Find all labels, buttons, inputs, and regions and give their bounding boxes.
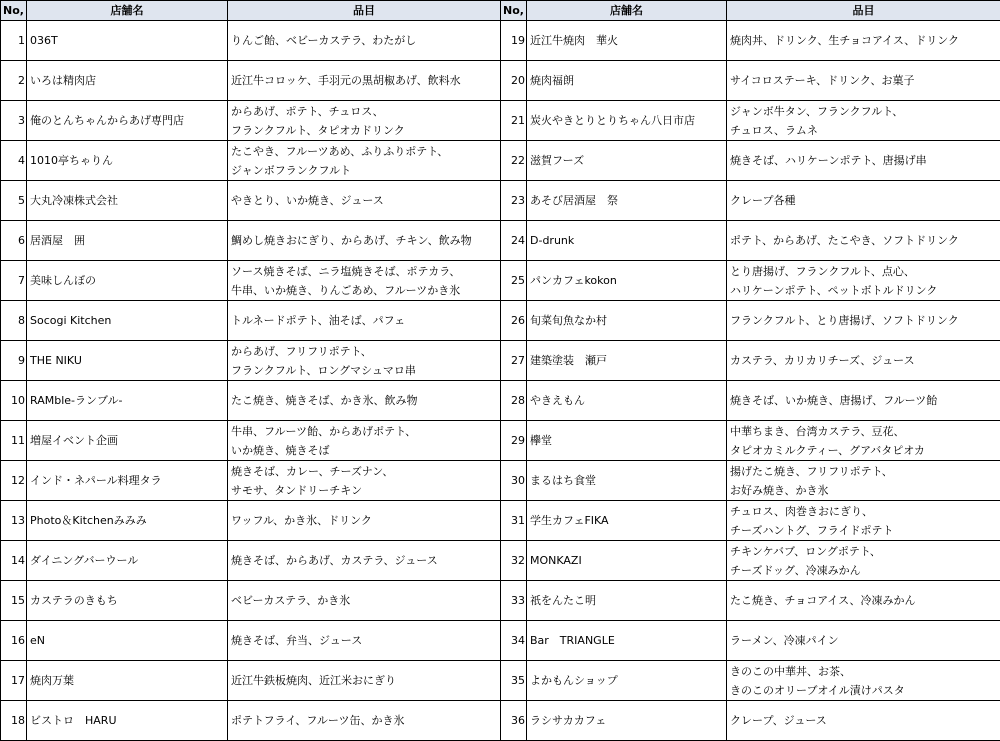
shop-name: D-drunk — [527, 221, 727, 261]
table-row — [1, 21, 1000, 61]
menu-items — [228, 101, 501, 141]
menu-items — [727, 541, 1000, 581]
menu-items — [727, 21, 1000, 61]
table-row — [1, 221, 1000, 261]
menu-items-line: ラーメン、冷凍パイン — [730, 634, 839, 647]
shop-name: 美味しんぼの — [27, 261, 228, 301]
shop-name: 焼肉福朗 — [527, 61, 727, 101]
menu-items — [228, 221, 501, 261]
row-number: 10 — [1, 381, 27, 421]
shop-name: まるはち食堂 — [527, 461, 727, 501]
menu-items-line: 近江牛コロッケ、手羽元の黒胡椒あげ、飲料水 — [231, 74, 461, 87]
shop-name: RAMble-ランブル- — [27, 381, 228, 421]
row-number: 36 — [501, 701, 527, 741]
shop-name: Photo＆Kitchenみみみ — [27, 501, 228, 541]
menu-items-line: カステラ、カリカリチーズ、ジュース — [730, 354, 915, 367]
header-items: 品目 — [727, 1, 1000, 21]
shop-name: 居酒屋 囲 — [27, 221, 228, 261]
menu-items — [228, 181, 501, 221]
shop-name: 近江牛焼肉 華火 — [527, 21, 727, 61]
shop-name: 祇をんたこ明 — [527, 581, 727, 621]
menu-items-line: たこやき、フルーツあめ、ふりふりポテト、 — [231, 144, 449, 158]
table-row — [1, 261, 1000, 301]
menu-items — [727, 181, 1000, 221]
menu-items-line: ポテトフライ、フルーツ缶、かき氷 — [231, 714, 405, 727]
row-number: 31 — [501, 501, 527, 541]
menu-items — [228, 141, 501, 181]
row-number: 7 — [1, 261, 27, 301]
menu-items-line: タピオカミルクティー、グアバタピオカ — [730, 443, 925, 457]
shop-name: カステラのきもち — [27, 581, 228, 621]
menu-items-line: ワッフル、かき氷、ドリンク — [231, 514, 372, 527]
menu-items-line: りんご飴、ベビーカステラ、わたがし — [231, 34, 417, 47]
row-number: 30 — [501, 461, 527, 501]
menu-items — [727, 381, 1000, 421]
table-body — [1, 21, 1000, 741]
table-row — [1, 581, 1000, 621]
menu-items-line: フランクフルト、とり唐揚げ、ソフトドリンク — [730, 314, 959, 327]
row-number: 32 — [501, 541, 527, 581]
table-row — [1, 661, 1000, 701]
shop-name: ダイニングバーウール — [27, 541, 228, 581]
header-no: No, — [501, 1, 527, 21]
table-row — [1, 701, 1000, 741]
row-number: 16 — [1, 621, 27, 661]
menu-items — [228, 541, 501, 581]
menu-items — [228, 61, 501, 101]
row-number: 14 — [1, 541, 27, 581]
menu-items-line: ジャンボフランクフルト — [231, 163, 352, 177]
menu-items — [228, 621, 501, 661]
shop-name: 俺のとんちゃんからあげ専門店 — [27, 101, 228, 141]
row-number: 11 — [1, 421, 27, 461]
row-number: 17 — [1, 661, 27, 701]
row-number: 21 — [501, 101, 527, 141]
menu-items-line: からあげ、フリフリポテト、 — [231, 344, 372, 358]
menu-items — [727, 301, 1000, 341]
menu-items-line: クレープ各種 — [730, 194, 796, 207]
menu-items-line: きのこの中華丼、お茶、 — [730, 664, 851, 678]
menu-items-line: 近江牛鉄板焼肉、近江米おにぎり — [231, 674, 396, 687]
table-row — [1, 61, 1000, 101]
shop-name: あそび居酒屋 祭 — [527, 181, 727, 221]
menu-items — [727, 421, 1000, 461]
row-number: 6 — [1, 221, 27, 261]
table-row — [1, 101, 1000, 141]
shop-name: 増屋イベント企画 — [27, 421, 228, 461]
menu-items — [228, 21, 501, 61]
menu-items-line: いか焼き、焼きそば — [231, 443, 330, 457]
table-row — [1, 381, 1000, 421]
shop-name: ラシサカカフェ — [527, 701, 727, 741]
shop-name: 学生カフェFIKA — [527, 501, 727, 541]
table-row — [1, 301, 1000, 341]
header-row — [1, 1, 1000, 21]
menu-items-line: サモサ、タンドリーチキン — [231, 483, 363, 497]
row-number: 1 — [1, 21, 27, 61]
menu-items — [228, 581, 501, 621]
menu-items — [727, 461, 1000, 501]
menu-items — [727, 141, 1000, 181]
row-number: 5 — [1, 181, 27, 221]
menu-items-line: お好み焼き、かき氷 — [730, 483, 829, 497]
menu-items-line: たこ焼き、焼きそば、かき氷、飲み物 — [231, 394, 418, 407]
shop-name: いろは精肉店 — [27, 61, 228, 101]
row-number: 25 — [501, 261, 527, 301]
menu-items — [228, 661, 501, 701]
menu-items-line: 焼きそば、いか焼き、唐揚げ、フルーツ飴 — [730, 394, 938, 407]
shop-name: Bar TRIANGLE — [527, 621, 727, 661]
header-shop-name: 店舗名 — [527, 1, 727, 21]
shop-name: THE NIKU — [27, 341, 228, 381]
row-number: 19 — [501, 21, 527, 61]
menu-items — [228, 421, 501, 461]
menu-items-line: トルネードポテト、油そば、パフェ — [231, 314, 406, 327]
menu-items — [228, 381, 501, 421]
menu-items — [228, 301, 501, 341]
menu-items-line: ソース焼きそば、ニラ塩焼きそば、ポテカラ、 — [231, 264, 461, 278]
menu-items-line: 鯛めし焼きおにぎり、からあげ、チキン、飲み物 — [231, 234, 472, 247]
shop-name: 旬菜旬魚なか村 — [527, 301, 727, 341]
row-number: 15 — [1, 581, 27, 621]
menu-items-line: チキンケバブ、ロングポテト、 — [730, 544, 881, 558]
shop-name: Socogi Kitchen — [27, 301, 228, 341]
row-number: 4 — [1, 141, 27, 181]
menu-items-line: サイコロステーキ、ドリンク、お菓子 — [730, 74, 915, 87]
row-number: 2 — [1, 61, 27, 101]
menu-items — [228, 501, 501, 541]
menu-items-line: チーズハントグ、フライドポテト — [730, 523, 894, 537]
menu-items-line: 中華ちまき、台湾カステラ、豆花、 — [730, 424, 905, 438]
row-number: 18 — [1, 701, 27, 741]
shop-name: やきえもん — [527, 381, 727, 421]
header-items: 品目 — [228, 1, 501, 21]
row-number: 9 — [1, 341, 27, 381]
row-number: 33 — [501, 581, 527, 621]
menu-items — [727, 621, 1000, 661]
menu-items — [228, 341, 501, 381]
shop-name: 滋賀フーズ — [527, 141, 727, 181]
table-row — [1, 341, 1000, 381]
menu-items — [727, 501, 1000, 541]
header-no: No, — [1, 1, 27, 21]
table-row — [1, 421, 1000, 461]
table-row — [1, 621, 1000, 661]
menu-items-line: とり唐揚げ、フランクフルト、点心、 — [730, 264, 915, 278]
menu-items-line: チーズドッグ、冷凍みかん — [730, 563, 861, 577]
menu-items-line: 焼肉丼、ドリンク、生チョコアイス、ドリンク — [730, 34, 960, 47]
shop-name: 炭火やきとりとりちゃん八日市店 — [527, 101, 727, 141]
row-number: 3 — [1, 101, 27, 141]
menu-items-line: 牛串、いか焼き、りんごあめ、フルーツかき氷 — [231, 283, 461, 297]
row-number: 34 — [501, 621, 527, 661]
menu-items — [727, 61, 1000, 101]
table-row — [1, 541, 1000, 581]
table-row — [1, 461, 1000, 501]
menu-items — [727, 101, 1000, 141]
shop-name: 建築塗装 瀬戸 — [527, 341, 727, 381]
row-number: 26 — [501, 301, 527, 341]
menu-items-line: 牛串、フルーツ飴、からあげポテト、 — [231, 424, 417, 438]
row-number: 12 — [1, 461, 27, 501]
menu-items-line: からあげ、ポテト、チュロス、 — [231, 104, 384, 118]
menu-items-line: クレープ、ジュース — [730, 714, 827, 727]
menu-items-line: たこ焼き、チョコアイス、冷凍みかん — [730, 594, 916, 607]
menu-items — [228, 461, 501, 501]
shop-name: 焼肉万葉 — [27, 661, 228, 701]
menu-items-line: ベビーカステラ、かき氷 — [231, 594, 351, 607]
table-row — [1, 501, 1000, 541]
shop-name: インド・ネパール料理タラ — [27, 461, 228, 501]
row-number: 13 — [1, 501, 27, 541]
menu-items — [727, 221, 1000, 261]
menu-items-line: 焼きそば、弁当、ジュース — [231, 634, 363, 647]
shop-name: 大丸冷凍株式会社 — [27, 181, 228, 221]
menu-items-line: 焼きそば、からあげ、カステラ、ジュース — [231, 554, 438, 567]
row-number: 27 — [501, 341, 527, 381]
menu-items-line: ジャンボ牛タン、フランクフルト、 — [730, 104, 904, 118]
menu-items-line: ハリケーンポテト、ペットボトルドリンク — [730, 283, 938, 297]
menu-items — [228, 261, 501, 301]
menu-items — [727, 581, 1000, 621]
shop-name: eN — [27, 621, 228, 661]
menu-items-line: チュロス、肉巻きおにぎり、 — [730, 504, 873, 518]
row-number: 29 — [501, 421, 527, 461]
menu-items-line: ポテト、からあげ、たこやき、ソフトドリンク — [730, 234, 959, 247]
header-shop-name: 店舗名 — [27, 1, 228, 21]
menu-items-line: 焼きそば、ハリケーンポテト、唐揚げ串 — [730, 154, 927, 167]
menu-items-line: チュロス、ラムネ — [730, 123, 818, 137]
menu-items-line: 焼きそば、カレー、チーズナン、 — [231, 464, 394, 478]
shop-name: MONKAZI — [527, 541, 727, 581]
menu-items — [228, 701, 501, 741]
row-number: 22 — [501, 141, 527, 181]
menu-items — [727, 661, 1000, 701]
row-number: 20 — [501, 61, 527, 101]
menu-items-line: やきとり、いか焼き、ジュース — [231, 194, 384, 207]
menu-items — [727, 261, 1000, 301]
row-number: 8 — [1, 301, 27, 341]
menu-items-line: フランクフルト、ロングマシュマロ串 — [231, 363, 416, 377]
shop-name: よかもんショップ — [527, 661, 727, 701]
menu-items-line: 揚げたこ焼き、フリフリポテト、 — [730, 464, 893, 478]
table-row — [1, 181, 1000, 221]
menu-items-line: フランクフルト、タピオカドリンク — [231, 123, 405, 137]
shop-name: パンカフェkokon — [527, 261, 727, 301]
menu-items — [727, 701, 1000, 741]
row-number: 23 — [501, 181, 527, 221]
table-row — [1, 141, 1000, 181]
shop-name: 1010亭ちゃりん — [27, 141, 228, 181]
menu-items-line: きのこのオリーブオイル漬けパスタ — [730, 683, 905, 697]
shop-name: 036T — [27, 21, 228, 61]
shop-name: 欅堂 — [527, 421, 727, 461]
row-number: 35 — [501, 661, 527, 701]
row-number: 28 — [501, 381, 527, 421]
menu-items — [727, 341, 1000, 381]
row-number: 24 — [501, 221, 527, 261]
shop-name: ビストロ HARU — [27, 701, 228, 741]
